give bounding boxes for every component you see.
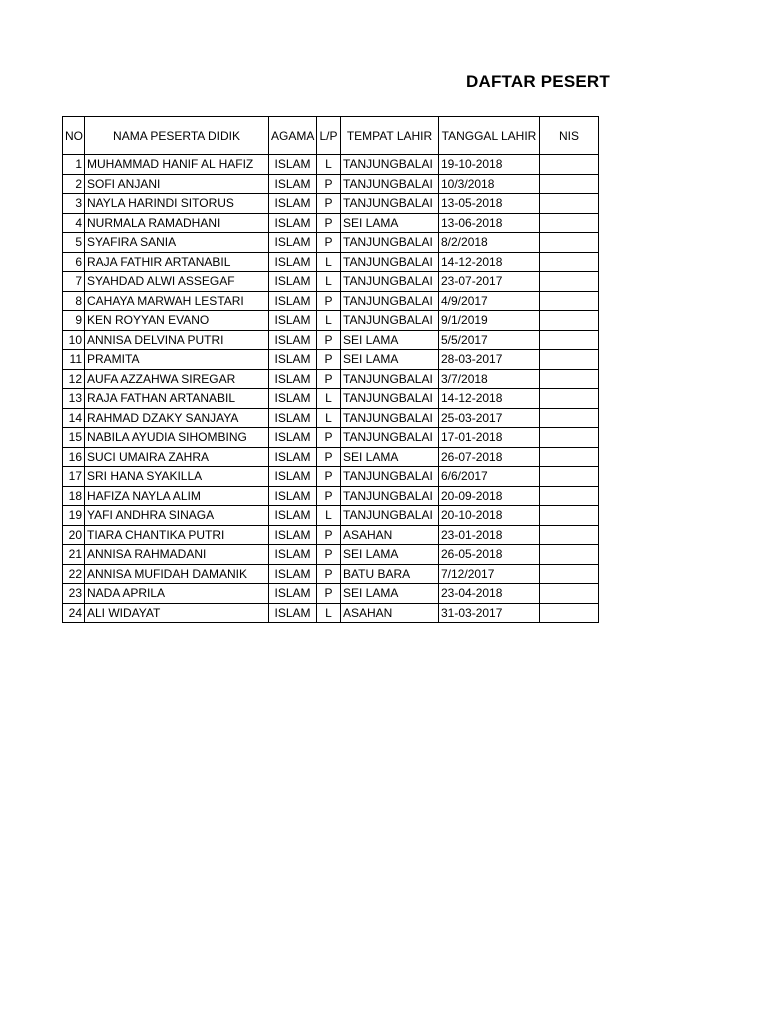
cell-agama: ISLAM (269, 584, 317, 604)
cell-lp: P (317, 564, 341, 584)
cell-lp: P (317, 428, 341, 448)
cell-name: RAHMAD DZAKY SANJAYA (85, 408, 269, 428)
cell-lp: P (317, 350, 341, 370)
cell-tanggal-lahir: 26-05-2018 (439, 545, 540, 565)
table-row (63, 272, 599, 292)
cell-tempat-lahir: TANJUNGBALAI (341, 389, 439, 409)
cell-tanggal-lahir: 13-06-2018 (439, 213, 540, 233)
cell-lp: L (317, 408, 341, 428)
table-row (63, 467, 599, 487)
cell-name: KEN ROYYAN EVANO (85, 311, 269, 331)
cell-tempat-lahir: TANJUNGBALAI (341, 194, 439, 214)
table-row (63, 486, 599, 506)
cell-lp: P (317, 330, 341, 350)
table-row (63, 428, 599, 448)
header-lp: L/P (317, 117, 341, 155)
cell-no: 14 (63, 408, 85, 428)
cell-tempat-lahir: ASAHAN (341, 525, 439, 545)
table-row (63, 350, 599, 370)
cell-name: YAFI ANDHRA SINAGA (85, 506, 269, 526)
cell-nis (540, 447, 599, 467)
cell-no: 8 (63, 291, 85, 311)
cell-tempat-lahir: TANJUNGBALAI (341, 291, 439, 311)
cell-lp: P (317, 545, 341, 565)
cell-no: 23 (63, 584, 85, 604)
cell-no: 2 (63, 174, 85, 194)
cell-nis (540, 291, 599, 311)
cell-nis (540, 213, 599, 233)
cell-tempat-lahir: TANJUNGBALAI (341, 252, 439, 272)
student-table (62, 116, 599, 623)
cell-tanggal-lahir: 23-07-2017 (439, 272, 540, 292)
cell-tempat-lahir: SEI LAMA (341, 545, 439, 565)
cell-nis (540, 252, 599, 272)
header-agama: AGAMA (269, 117, 317, 155)
cell-tanggal-lahir: 14-12-2018 (439, 389, 540, 409)
cell-agama: ISLAM (269, 291, 317, 311)
cell-tanggal-lahir: 25-03-2017 (439, 408, 540, 428)
cell-lp: L (317, 272, 341, 292)
table-row (63, 311, 599, 331)
table-header-row (63, 117, 599, 155)
cell-lp: P (317, 467, 341, 487)
cell-tempat-lahir: ASAHAN (341, 603, 439, 623)
cell-tempat-lahir: TANJUNGBALAI (341, 369, 439, 389)
cell-nis (540, 428, 599, 448)
table-row (63, 447, 599, 467)
cell-tanggal-lahir: 23-04-2018 (439, 584, 540, 604)
cell-lp: L (317, 506, 341, 526)
cell-no: 5 (63, 233, 85, 253)
cell-tanggal-lahir: 6/6/2017 (439, 467, 540, 487)
cell-agama: ISLAM (269, 428, 317, 448)
cell-tanggal-lahir: 5/5/2017 (439, 330, 540, 350)
cell-no: 7 (63, 272, 85, 292)
cell-tanggal-lahir: 20-10-2018 (439, 506, 540, 526)
cell-no: 6 (63, 252, 85, 272)
cell-name: RAJA FATHIR ARTANABIL (85, 252, 269, 272)
cell-tanggal-lahir: 31-03-2017 (439, 603, 540, 623)
cell-agama: ISLAM (269, 213, 317, 233)
header-name: NAMA PESERTA DIDIK (85, 117, 269, 155)
cell-agama: ISLAM (269, 525, 317, 545)
cell-no: 20 (63, 525, 85, 545)
cell-tanggal-lahir: 3/7/2018 (439, 369, 540, 389)
cell-name: ALI WIDAYAT (85, 603, 269, 623)
cell-agama: ISLAM (269, 311, 317, 331)
cell-nis (540, 389, 599, 409)
cell-tanggal-lahir: 8/2/2018 (439, 233, 540, 253)
table-row (63, 174, 599, 194)
cell-agama: ISLAM (269, 155, 317, 175)
cell-name: ANNISA MUFIDAH DAMANIK (85, 564, 269, 584)
cell-lp: P (317, 486, 341, 506)
cell-nis (540, 311, 599, 331)
table-row (63, 194, 599, 214)
table-row (63, 330, 599, 350)
cell-agama: ISLAM (269, 330, 317, 350)
cell-tempat-lahir: TANJUNGBALAI (341, 311, 439, 331)
cell-agama: ISLAM (269, 506, 317, 526)
cell-agama: ISLAM (269, 194, 317, 214)
cell-lp: L (317, 603, 341, 623)
cell-tanggal-lahir: 17-01-2018 (439, 428, 540, 448)
cell-nis (540, 545, 599, 565)
cell-nis (540, 584, 599, 604)
table-row (63, 545, 599, 565)
cell-tempat-lahir: SEI LAMA (341, 350, 439, 370)
cell-no: 24 (63, 603, 85, 623)
cell-lp: P (317, 233, 341, 253)
cell-name: NAYLA HARINDI SITORUS (85, 194, 269, 214)
table-row (63, 408, 599, 428)
cell-tempat-lahir: SEI LAMA (341, 213, 439, 233)
table-row (63, 564, 599, 584)
cell-no: 18 (63, 486, 85, 506)
document-title: DAFTAR PESERT (466, 72, 610, 91)
cell-name: NURMALA RAMADHANI (85, 213, 269, 233)
cell-no: 21 (63, 545, 85, 565)
cell-lp: P (317, 525, 341, 545)
cell-name: NABILA AYUDIA SIHOMBING (85, 428, 269, 448)
cell-nis (540, 272, 599, 292)
cell-no: 4 (63, 213, 85, 233)
table-row (63, 252, 599, 272)
cell-tempat-lahir: BATU BARA (341, 564, 439, 584)
cell-name: MUHAMMAD HANIF AL HAFIZ (85, 155, 269, 175)
cell-lp: L (317, 252, 341, 272)
cell-tanggal-lahir: 10/3/2018 (439, 174, 540, 194)
cell-no: 12 (63, 369, 85, 389)
cell-nis (540, 330, 599, 350)
table-row (63, 369, 599, 389)
table-row (63, 213, 599, 233)
cell-lp: P (317, 369, 341, 389)
cell-lp: P (317, 291, 341, 311)
header-nis: NIS (540, 117, 599, 155)
cell-tempat-lahir: SEI LAMA (341, 330, 439, 350)
header-tanggal-lahir: TANGGAL LAHIR (439, 117, 540, 155)
table-row (63, 389, 599, 409)
table-body (63, 155, 599, 623)
cell-agama: ISLAM (269, 350, 317, 370)
table-row (63, 603, 599, 623)
cell-name: RAJA FATHAN ARTANABIL (85, 389, 269, 409)
cell-agama: ISLAM (269, 447, 317, 467)
cell-nis (540, 350, 599, 370)
cell-nis (540, 467, 599, 487)
cell-agama: ISLAM (269, 369, 317, 389)
cell-tempat-lahir: TANJUNGBALAI (341, 506, 439, 526)
cell-name: PRAMITA (85, 350, 269, 370)
cell-nis (540, 155, 599, 175)
cell-tempat-lahir: TANJUNGBALAI (341, 408, 439, 428)
cell-no: 16 (63, 447, 85, 467)
cell-agama: ISLAM (269, 408, 317, 428)
cell-no: 1 (63, 155, 85, 175)
cell-tanggal-lahir: 28-03-2017 (439, 350, 540, 370)
cell-name: SRI HANA SYAKILLA (85, 467, 269, 487)
cell-agama: ISLAM (269, 545, 317, 565)
cell-tanggal-lahir: 9/1/2019 (439, 311, 540, 331)
cell-tempat-lahir: TANJUNGBALAI (341, 467, 439, 487)
cell-no: 22 (63, 564, 85, 584)
cell-name: ANNISA DELVINA PUTRI (85, 330, 269, 350)
cell-name: SYAHDAD ALWI ASSEGAF (85, 272, 269, 292)
cell-tanggal-lahir: 20-09-2018 (439, 486, 540, 506)
cell-tempat-lahir: TANJUNGBALAI (341, 155, 439, 175)
cell-nis (540, 603, 599, 623)
cell-lp: P (317, 447, 341, 467)
cell-no: 15 (63, 428, 85, 448)
cell-lp: P (317, 584, 341, 604)
cell-lp: P (317, 174, 341, 194)
cell-name: HAFIZA NAYLA ALIM (85, 486, 269, 506)
cell-name: SYAFIRA SANIA (85, 233, 269, 253)
cell-agama: ISLAM (269, 174, 317, 194)
header-tempat-lahir: TEMPAT LAHIR (341, 117, 439, 155)
cell-name: SUCI UMAIRA ZAHRA (85, 447, 269, 467)
cell-nis (540, 233, 599, 253)
cell-tempat-lahir: TANJUNGBALAI (341, 233, 439, 253)
cell-nis (540, 174, 599, 194)
cell-name: AUFA AZZAHWA SIREGAR (85, 369, 269, 389)
cell-name: ANNISA RAHMADANI (85, 545, 269, 565)
cell-tanggal-lahir: 26-07-2018 (439, 447, 540, 467)
cell-nis (540, 369, 599, 389)
cell-tempat-lahir: TANJUNGBALAI (341, 486, 439, 506)
cell-tempat-lahir: TANJUNGBALAI (341, 428, 439, 448)
table-row (63, 584, 599, 604)
cell-tanggal-lahir: 7/12/2017 (439, 564, 540, 584)
cell-agama: ISLAM (269, 603, 317, 623)
cell-agama: ISLAM (269, 486, 317, 506)
cell-agama: ISLAM (269, 564, 317, 584)
cell-agama: ISLAM (269, 252, 317, 272)
cell-tanggal-lahir: 23-01-2018 (439, 525, 540, 545)
cell-name: SOFI ANJANI (85, 174, 269, 194)
cell-no: 11 (63, 350, 85, 370)
cell-no: 9 (63, 311, 85, 331)
cell-no: 19 (63, 506, 85, 526)
cell-nis (540, 564, 599, 584)
table-row (63, 233, 599, 253)
table-row (63, 506, 599, 526)
cell-tanggal-lahir: 14-12-2018 (439, 252, 540, 272)
cell-nis (540, 525, 599, 545)
cell-no: 10 (63, 330, 85, 350)
cell-lp: P (317, 194, 341, 214)
cell-tempat-lahir: TANJUNGBALAI (341, 174, 439, 194)
cell-agama: ISLAM (269, 389, 317, 409)
table-row (63, 291, 599, 311)
table-row (63, 525, 599, 545)
cell-tempat-lahir: SEI LAMA (341, 447, 439, 467)
cell-tanggal-lahir: 13-05-2018 (439, 194, 540, 214)
cell-name: TIARA CHANTIKA PUTRI (85, 525, 269, 545)
cell-agama: ISLAM (269, 272, 317, 292)
cell-no: 3 (63, 194, 85, 214)
header-no: NO (63, 117, 85, 155)
cell-tanggal-lahir: 4/9/2017 (439, 291, 540, 311)
table-row (63, 155, 599, 175)
cell-name: NADA APRILA (85, 584, 269, 604)
cell-lp: P (317, 213, 341, 233)
cell-lp: L (317, 155, 341, 175)
cell-nis (540, 408, 599, 428)
cell-tanggal-lahir: 19-10-2018 (439, 155, 540, 175)
cell-lp: L (317, 389, 341, 409)
cell-no: 13 (63, 389, 85, 409)
cell-nis (540, 486, 599, 506)
cell-agama: ISLAM (269, 467, 317, 487)
cell-name: CAHAYA MARWAH LESTARI (85, 291, 269, 311)
cell-nis (540, 506, 599, 526)
cell-tempat-lahir: TANJUNGBALAI (341, 272, 439, 292)
cell-lp: L (317, 311, 341, 331)
cell-agama: ISLAM (269, 233, 317, 253)
cell-nis (540, 194, 599, 214)
cell-tempat-lahir: SEI LAMA (341, 584, 439, 604)
cell-no: 17 (63, 467, 85, 487)
